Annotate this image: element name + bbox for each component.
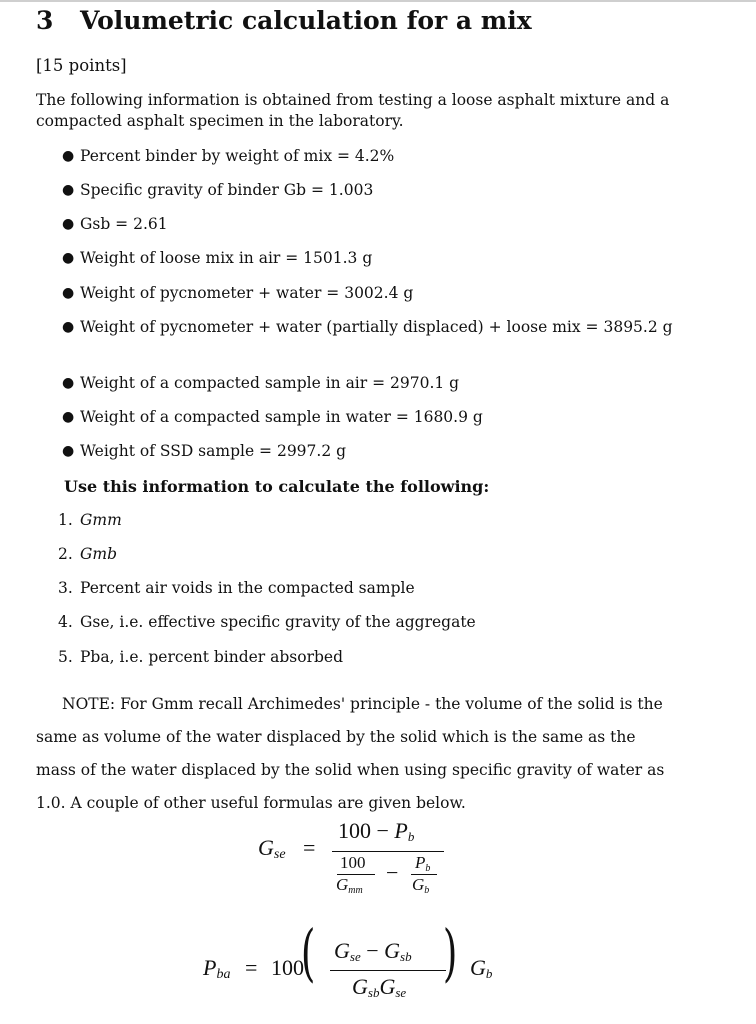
bullet-item: ● Weight of SSD sample = 2997.2 g bbox=[62, 442, 347, 460]
note-paragraph: NOTE: For Gmm recall Archimedes' principle - the volume of the solid is the same as volume of the water displaced by the solid which is the same as the mass of the water displaced by the solid when using specific gravity of water as 1.0. A couple of other useful formulas are given below. bbox=[36, 695, 665, 812]
intro-paragraph: The following information is obtained from testing a loose asphalt mixture and a compacted asphalt specimen in the laboratory. bbox=[36, 91, 670, 130]
formula-gse-den-gmm: $G_{mm}$ bbox=[336, 875, 363, 896]
bullet-item: ● Weight of pycnometer + water = 3002.4 g bbox=[62, 284, 414, 302]
section-title: Volumetric calculation for a mix bbox=[80, 6, 532, 35]
bullet-icon: ● bbox=[62, 443, 75, 459]
formula-left-paren: ( bbox=[300, 916, 316, 989]
bullet-item: ● Specific gravity of binder Gb = 1.003 bbox=[62, 181, 374, 199]
bullet-item: ● Weight of a compacted sample in water = 1680.9 g bbox=[62, 408, 483, 426]
formula-pba-denominator: $G_{sb}G_{se}$ bbox=[352, 974, 407, 1000]
task-item: 3. Percent air voids in the compacted sample bbox=[58, 579, 415, 597]
section-heading bbox=[36, 6, 532, 35]
formula-equals: = bbox=[303, 835, 316, 860]
formula-pba-lhs: $P_{ba}$ bbox=[203, 955, 231, 982]
formula-gse-numerator: $100 - P_b$ bbox=[338, 818, 415, 844]
formula-right-paren: ) bbox=[442, 916, 458, 989]
task-item: 1. Gmm bbox=[58, 511, 122, 529]
bullet-item: ● Weight of loose mix in air = 1501.3 g bbox=[62, 249, 373, 267]
section-number: 3 bbox=[36, 6, 54, 35]
formula-gse-den-100: 100 bbox=[340, 853, 366, 872]
bullet-icon: ● bbox=[62, 250, 75, 266]
bullet-item: ● Weight of a compacted sample in air = 2970.1 g bbox=[62, 374, 460, 392]
formula-pba-100: 100 bbox=[271, 955, 304, 980]
bullet-item: ● Percent binder by weight of mix = 4.2% bbox=[62, 147, 395, 165]
bullet-item: ● Weight of pycnometer + water (partially displaced) + loose mix = 3895.2 g bbox=[62, 318, 673, 336]
task-item: 5. Pba, i.e. percent binder absorbed bbox=[58, 648, 344, 666]
bullet-item: ● Gsb = 2.61 bbox=[62, 215, 168, 233]
formula-gse-den-gb: $G_b$ bbox=[412, 875, 430, 896]
task-item: 2. Gmb bbox=[58, 545, 118, 563]
page-top-rule bbox=[0, 0, 756, 2]
bullet-icon: ● bbox=[62, 216, 75, 232]
use-info-heading: Use this information to calculate the following: bbox=[64, 477, 490, 496]
formula-gse-minus: − bbox=[386, 860, 399, 885]
formula-pba-gb: $G_b$ bbox=[470, 955, 493, 981]
bullet-icon: ● bbox=[62, 285, 75, 301]
bullet-icon: ● bbox=[62, 182, 75, 198]
formula-pba-numerator: $G_{se} - G_{sb}$ bbox=[334, 938, 412, 964]
bullet-icon: ● bbox=[62, 319, 75, 335]
bullet-icon: ● bbox=[62, 409, 75, 425]
points-label: [15 points] bbox=[36, 56, 127, 75]
formula-gse-den-pb: $P_b$ bbox=[415, 853, 431, 874]
task-item: 4. Gse, i.e. effective specific gravity of the aggregate bbox=[58, 613, 476, 631]
bullet-icon: ● bbox=[62, 375, 75, 391]
formula-gse-lhs: $G_{se}$ bbox=[258, 835, 286, 862]
bullet-icon: ● bbox=[62, 148, 75, 164]
